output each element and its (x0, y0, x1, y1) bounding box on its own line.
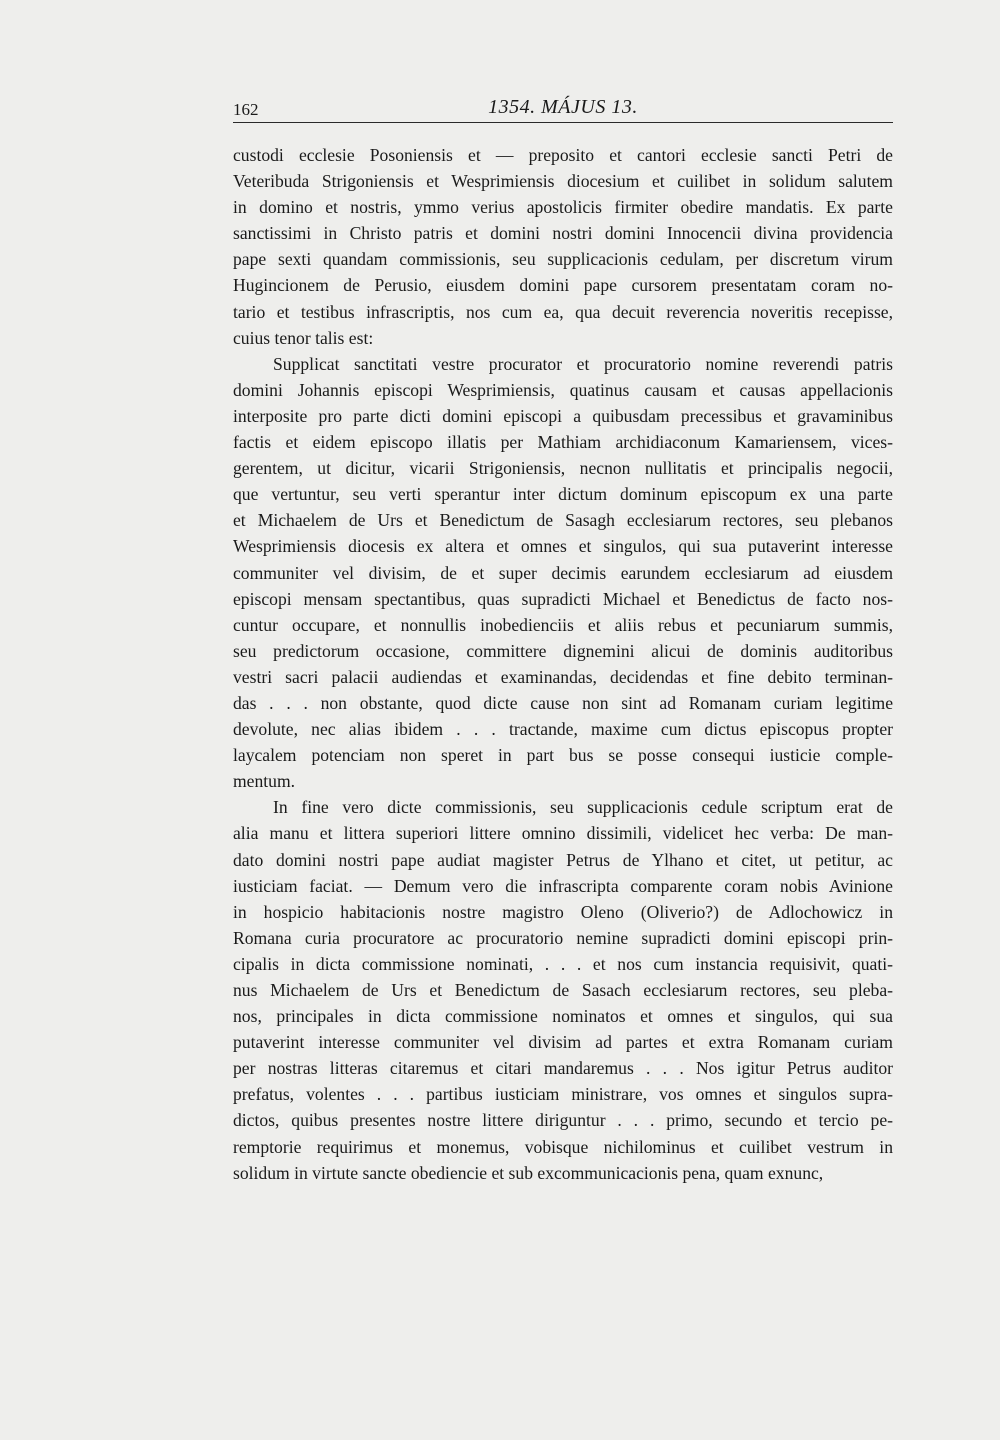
text-line: laycalem potenciam non speret in part bus se posse consequi iusticie comple- (233, 745, 893, 766)
text-line: cuntur occupare, et nonnullis inobedienciis et aliis rebus et pecuniarum summis, (233, 614, 893, 635)
text-line: In fine vero dicte commissionis, seu supplicacionis cedule scriptum erat de (273, 797, 893, 818)
text-line: nus Michaelem de Urs et Benedictum de Sasach ecclesiarum rectores, seu pleba- (233, 980, 893, 1000)
text-line: seu predictorum occasione, committere dignemini alicui de dominis auditoribus (233, 640, 893, 661)
text-line: iusticiam faciat. — Demum vero die infrascripta comparente coram nobis Avinione (233, 875, 893, 896)
text-line: custodi ecclesie Posoniensis et — preposito et cantori ecclesie sancti Petri de (233, 145, 893, 165)
text-line: mentum. (233, 771, 296, 792)
text-line: interposite pro parte dicti domini episcopi a quibusdam precessibus et gravaminibus (233, 405, 893, 426)
paragraph (233, 142, 893, 351)
running-head-date: 1354. MÁJUS 13. (488, 96, 638, 118)
page-number: 162 (233, 100, 259, 119)
text-line: per nostras litteras citaremus et citari mandaremus . . . Nos igitur Petrus auditor (233, 1058, 893, 1079)
text-line: cuius tenor talis est: (233, 327, 374, 348)
text-line: in hospicio habitacionis nostre magistro Oleno (Oliverio?) de Adlochowicz in (233, 901, 893, 922)
text-line: dato domini nostri pape audiat magister Petrus de Ylhano et citet, ut petitur, ac (233, 849, 893, 870)
text-line: devolute, nec alias ibidem . . . tractande, maxime cum dictus episcopus propter (233, 719, 893, 740)
text-line: domini Johannis episcopi Wesprimiensis, quatinus causam et causas appellacionis (233, 379, 893, 400)
text-line: in domino et nostris, ymmo verius apostolicis firmiter obedire mandatis. Ex parte (233, 197, 893, 218)
text-line: cipalis in dicta commissione nominati, . . . et nos cum instancia requisivit, quati- (233, 953, 893, 974)
running-header (233, 94, 893, 123)
text-line: Hugincionem de Perusio, eiusdem domini pape cursorem presentatam coram no- (233, 275, 893, 296)
text-line: Veteribuda Strigoniensis et Wesprimiensis diocesium et cuilibet in solidum salutem (233, 171, 893, 192)
paragraph-container (233, 142, 893, 1186)
text-line: Supplicat sanctitati vestre procurator et procuratorio nomine reverendi patris (273, 353, 893, 374)
text-line: et Michaelem de Urs et Benedictum de Sasagh ecclesiarum rectores, seu plebanos (233, 510, 893, 531)
paragraph (233, 351, 893, 795)
text-line: das . . . non obstante, quod dicte cause non sint ad Romanam curiam legitime (233, 692, 893, 713)
text-line: Wesprimiensis diocesis ex altera et omnes et singulos, qui sua putaverint interesse (233, 536, 893, 557)
text-line: que vertuntur, seu verti sperantur inter dictum dominum episcopum ex una parte (233, 484, 893, 505)
text-line: episcopi mensam spectantibus, quas supradicti Michael et Benedictus de facto nos- (233, 588, 893, 609)
paragraph (233, 794, 893, 1185)
text-line: factis et eidem episcopo illatis per Mathiam archidiaconum Kamariensem, vices- (233, 432, 893, 453)
text-line: dictos, quibus presentes nostre littere diriguntur . . . primo, secundo et tercio pe- (233, 1110, 893, 1131)
body-text (233, 142, 893, 1186)
text-line: Romana curia procuratore ac procuratorio nemine supradicti domini episcopi prin- (233, 927, 893, 948)
text-line: sanctissimi in Christo patris et domini nostri domini Innocencii divina providencia (233, 223, 893, 244)
text-line: gerentem, ut dicitur, vicarii Strigoniensis, necnon nullitatis et principalis negocii, (233, 458, 893, 479)
text-line: communiter vel divisim, de et super decimis earundem ecclesiarum ad eiusdem (233, 562, 893, 583)
text-line: nos, principales in dicta commissione nominatos et omnes et singulos, qui sua (233, 1006, 893, 1027)
text-line: tario et testibus infrascriptis, nos cum ea, qua decuit reverencia noveritis recepisse, (233, 301, 893, 322)
text-line: remptorie requirimus et monemus, vobisque nichilominus et cuilibet vestrum in (233, 1136, 893, 1157)
text-line: alia manu et littera superiori littere omnino dissimili, videlicet hec verba: De man- (233, 823, 893, 844)
text-line: solidum in virtute sancte obediencie et sub excommunicacionis pena, quam exnunc, (233, 1162, 824, 1183)
text-line: pape sexti quandam commissionis, seu supplicacionis cedulam, per discretum virum (233, 249, 893, 270)
text-line: prefatus, volentes . . . partibus iusticiam ministrare, vos omnes et singulos supra- (233, 1084, 893, 1105)
text-line: vestri sacri palacii audiendas et examinandas, decidendas et fine debito terminan- (233, 666, 893, 687)
text-line: putaverint interesse communiter vel divisim ad partes et extra Romanam curiam (233, 1032, 893, 1053)
